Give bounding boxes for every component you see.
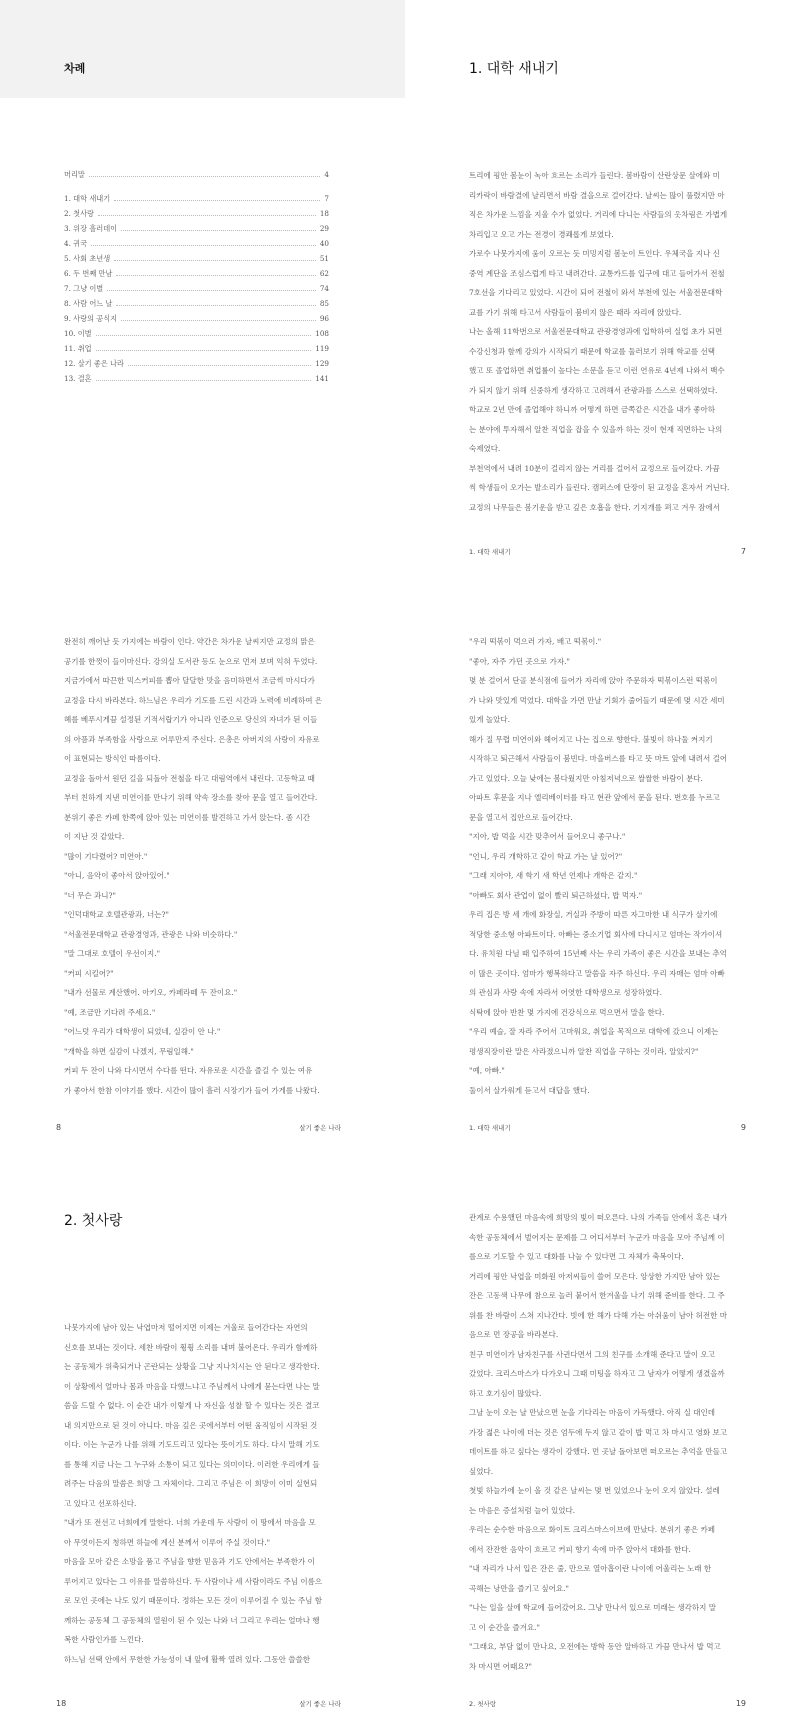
text-line: 우리는 순수한 마음으로 화이트 크리스마스이브에 만났다. 분위기 좋은 카페 — [469, 1525, 716, 1534]
running-head: 2. 첫사랑 — [469, 1700, 497, 1708]
text-line: 트리에 핑안 봄눈이 녹아 흐르는 소리가 들린다. 봄바람이 산란상문 살에와 미 — [469, 171, 720, 180]
text-line: 했고 또 졸업하면 취업률이 높다는 소문을 듣고 이런 연유로 4년제 나와서 백수 — [469, 366, 725, 375]
toc-entry-page: 18 — [319, 209, 329, 218]
text-line: 차리입고 오고 가는 전경이 경쾌롭게 보였다. — [469, 229, 614, 239]
page-7 — [405, 0, 810, 576]
text-line: 복한 사람인가를 느낀다. — [64, 1635, 144, 1644]
text-line: "그래 지아야, 새 학기 새 학년 언제나 개학은 같지." — [469, 871, 638, 880]
text-line: 완전히 깨어난 듯 가지에는 바람이 인다. 약간은 차가운 날씨지만 교정의 맑은 — [64, 637, 315, 646]
toc-entry-page: 40 — [319, 239, 329, 248]
page-number: 18 — [56, 1699, 67, 1708]
text-line: 중역 계단을 조심스럽게 타고 내려간다. 교통카드를 입구에 대고 들어가서 전철 — [469, 268, 725, 278]
text-line: "우리 떡볶이 먹으러 가자, 배고 떡볶이." — [469, 637, 602, 646]
text-line: "그래요, 부담 없이 만나요, 오전에는 방학 동안 알바하고 가끔 만나서 밥 먹고 — [469, 1642, 721, 1651]
text-line: 고 이 순간을 즐겨요." — [469, 1622, 540, 1632]
toc-entry-page: 51 — [319, 254, 329, 263]
toc-entry-label: 1. 대학 새내기 — [64, 194, 111, 203]
text-line: "아빠도 회사 관업이 없이 빨리 퇴근하셨다, 밥 먹자." — [469, 890, 643, 900]
text-line: 이 많은 곳이다. 엄마가 행복하다고 말씀을 자주 하신다. 우리 자매는 엄마 아빠 — [469, 968, 725, 978]
text-line: 학교로 2년 만에 졸업해야 하니까 어떻게 하면 금쪽같은 시간을 내가 좋아하 — [469, 405, 715, 414]
toc-entry-label: 5. 사회 초년생 — [64, 254, 111, 263]
toc-entry-label: 머리말 — [64, 170, 85, 179]
text-line: 관계로 수용했던 마음속에 희망의 빛이 떠오른다. 나의 가족들 안에서 혹은 내가 — [469, 1213, 728, 1222]
text-line: 씩 학생들이 오가는 발소리가 들린다. 캠퍼스에 단장이 된 교정을 혼자서 거닌다. — [469, 483, 730, 492]
text-line: 나뭇가지에 남아 있는 낙엽마저 떨어지면 이제는 겨울로 들어간다는 자연의 — [64, 1323, 308, 1332]
page-8 — [0, 576, 405, 1152]
page-8-body — [56, 632, 342, 1100]
text-line: 신호를 보내는 것이다. 세찬 바람이 휭휭 소리를 내며 불어온다. 우리가 함께하 — [64, 1342, 318, 1352]
page-19-body — [461, 1208, 747, 1676]
toc-entry-page: 85 — [319, 299, 329, 308]
chapter-title: 1. 대학 새내기 — [469, 61, 559, 77]
text-line: "내가 선물로 계산했어. 아키오, 카페라떼 두 잔이요." — [64, 988, 238, 997]
toc-entry-label: 2. 첫사랑 — [64, 209, 94, 218]
toc-entry-label: 8. 사람 어느 날 — [64, 299, 113, 308]
text-line: "내 자리가 나서 입은 잔은 줄, 만으로 열아홉이란 나이에 어울리는 노래 한 — [469, 1564, 712, 1573]
text-line: 이 상황에서 얼마나 몸과 마음을 다했느냐고 주님께서 나에게 묻는다면 나는 말 — [64, 1381, 320, 1391]
toc-entry-page: 141 — [315, 374, 329, 383]
text-line: "커피 시킬어?" — [64, 968, 114, 978]
toc-entry-page: 74 — [319, 284, 329, 293]
toc-entry-label: 3. 위장 흘러데이 — [64, 224, 118, 233]
page-number: 19 — [735, 1699, 746, 1708]
toc-leader-dots — [128, 365, 311, 366]
text-line: 는 마음은 증설처럼 늘어 있었다. — [469, 1505, 576, 1515]
text-line: "어느덧 우리가 대학생이 되었네, 실감이 안 나." — [64, 1027, 221, 1036]
page-18-body — [56, 1318, 342, 1669]
toc-entry-page: 108 — [315, 329, 329, 338]
toc-gap — [64, 185, 329, 194]
toc-entry[interactable] — [64, 314, 329, 329]
running-head: 1. 대학 새내기 — [469, 1124, 511, 1132]
text-line: 지금가에서 따끈한 믹스커피를 뽑아 달달한 맛을 음미하면서 조금씩 마시다가 — [64, 676, 315, 685]
page-number: 8 — [56, 1123, 62, 1132]
toc-entry-label: 6. 두 번째 만남 — [64, 269, 113, 278]
text-line: 에서 잔잔한 음악이 흐르고 커피 향기 속에 마주 앉아서 대화를 한다. — [469, 1544, 691, 1554]
text-line: 부터 친하게 지낸 미연이를 만나기 위해 약속 장소를 찾아 문을 열고 들어간다. — [64, 793, 318, 802]
text-line: 루어지고 있다는 그 이유를 말씀하신다. 두 사람이나 세 사람이라도 주님 이름으 — [64, 1576, 323, 1586]
text-line: 이다. 이는 누군가 나를 위해 기도드리고 있다는 뜻이기도 하다. 다시 말해 기도 — [64, 1440, 320, 1449]
toc-entry[interactable] — [64, 284, 329, 299]
text-line: 이 표현되는 방식인 따름이다. — [64, 754, 161, 763]
toc-entry-page: 7 — [324, 194, 329, 203]
text-line: "인덕대학교 호텔관광과, 너는?" — [64, 910, 170, 919]
text-line: 리카락이 바람결에 날리면서 바람 결을으로 걸어간다. 날씨는 많이 풀렸지만 아 — [469, 190, 725, 200]
toc-entry-label: 13. 결혼 — [64, 374, 92, 383]
text-line: 가 좋아서 한참 이야기를 했다. 시간이 많이 흘러 시장기가 들어 가게를 나왔다. — [64, 1085, 320, 1095]
text-line: 교를 가기 위해 타고서 사람들이 붐비지 않은 때라 자리에 앉았다. — [469, 307, 682, 317]
toc-title: 차례 — [64, 62, 86, 75]
toc-entry[interactable] — [64, 224, 329, 239]
toc-list — [64, 170, 329, 389]
toc-entry-page: 4 — [324, 170, 329, 179]
text-line: 직은 차가운 느낌을 지울 수가 없었다. 거리에 다니는 사람들의 옷차림은 가볍게 — [469, 210, 728, 219]
text-line: "내가 또 전선고 너희에게 말한다. 너희 가운데 두 사람이 이 땅에서 마음을 모 — [64, 1518, 316, 1527]
page-7-body — [461, 166, 747, 517]
text-line: 평생직장이란 말은 사라졌으니까 알찬 직업을 구하는 것이라, 알았지?" — [469, 1046, 699, 1056]
toc-leader-dots — [107, 290, 316, 291]
toc-leader-dots — [114, 260, 316, 261]
text-line: "개학을 하면 실감이 나겠지, 무림일해." — [64, 1046, 194, 1056]
toc-leader-dots — [96, 350, 312, 351]
text-line: 께하는 공동체 그 공동체의 열원이 된 수 있는 나와 너 그리고 우리는 얼마나 행 — [64, 1615, 320, 1625]
text-line: 가 나와 맛있게 먹었다. 대학을 가면 만날 기회가 줄어들기 때문에 몇 시간 세미 — [469, 695, 725, 705]
text-line: 아파트 후문을 지나 엘리베이터를 타고 현관 앞에서 문을 된다. 번호를 누르고 — [469, 793, 720, 802]
toc-leader-dots — [116, 275, 315, 276]
text-line: 교정을 다시 바라본다. 하느님은 우리가 기도를 드린 시간과 노력에 비례하여 은 — [64, 695, 323, 705]
text-line: 의 관심과 사랑 속에 자라서 어엿한 대학생으로 성장하였다. — [469, 988, 662, 997]
toc-entry-page: 62 — [319, 269, 329, 278]
toc-entry[interactable] — [64, 374, 329, 389]
toc-leader-dots — [96, 335, 312, 336]
running-head: 살기 좋은 나라 — [299, 1700, 341, 1708]
toc-entry[interactable] — [64, 254, 329, 269]
toc-entry-label: 11. 취업 — [64, 344, 92, 353]
text-line: "언니, 우리 개학하고 같이 학교 가는 날 있어?" — [469, 851, 623, 861]
text-line: 문을 열고서 집안으로 들어간다. — [469, 812, 573, 822]
toc-entry-label: 12. 살기 좋은 나라 — [64, 359, 124, 368]
text-line: 음으로 먼 장공을 바라본다. — [469, 1330, 559, 1339]
text-line: "말 그대로 호텔이 우선이지." — [64, 949, 161, 958]
text-line: 다. 유치원 다닐 때 입주하여 15년째 사는 우리 가족이 좋은 시간을 보내는 추억 — [469, 949, 727, 958]
toc-header-band — [0, 0, 405, 98]
toc-leader-dots — [96, 380, 312, 381]
text-line: "좋아, 자주 가던 곳으로 가자." — [469, 656, 570, 666]
text-line: 식탁에 앉아 반찬 몇 가지에 건강식으로 먹으면서 말을 한다. — [469, 1007, 665, 1017]
text-line: 우리 집은 방 세 개에 화장실, 거실과 주방이 따른 자그마한 내 식구가 살기에 — [469, 910, 718, 919]
text-line: "아니, 음악이 좋아서 앉아있어." — [64, 871, 170, 880]
text-line: 있게 놀았다. — [469, 715, 510, 724]
text-line: 수강신청과 함께 강의가 시작되기 때문에 학교를 둘러보기 위해 학교를 선택 — [469, 346, 716, 356]
text-line: 숙제였다. — [469, 444, 501, 453]
text-line: 가장 젊은 나이에 더는 것은 엄두에 두지 않고 같이 밥 먹고 차 마시고 영화 보고 — [469, 1427, 727, 1437]
text-line: 둘이서 살가워게 듣고서 대답을 했다. — [469, 1085, 590, 1095]
text-line: 해가 질 무렵 미연이와 헤어지고 나는 집으로 향한다. 불빛이 하나둘 켜지기 — [469, 734, 713, 744]
text-line: 내 의지만으로 된 것이 아니다. 마음 깊은 곳에서부터 어떤 움직임이 시작된 것 — [64, 1420, 318, 1430]
page-19 — [405, 1152, 810, 1728]
text-line: 거리에 핑안 낙엽을 미화원 아저씨들이 쓸어 모은다. 앙상한 가지만 남아 있는 — [469, 1271, 720, 1281]
text-line: 부천역에서 내려 10분이 걸리지 않는 거리를 걸어서 교정으로 들어갔다. 가끔 — [469, 463, 720, 473]
toc-entry-page: 119 — [315, 344, 329, 353]
running-head: 1. 대학 새내기 — [469, 548, 511, 556]
text-line: 분위기 좋은 카페 한쪽에 앉아 있는 미연이를 발견하고 가서 앉는다. 좀 시간 — [64, 812, 310, 822]
text-line: 하느님 선택 안에서 무한한 가능성이 내 앞에 활짝 열려 있다. 그동안 쓸쓸한 — [64, 1654, 310, 1664]
toc-leader-dots — [121, 320, 316, 321]
toc-leader-dots — [114, 200, 320, 201]
text-line: "많이 기다렸어? 미연아." — [64, 851, 148, 861]
text-line: 는 공동체가 위축되거나 곤란되는 상황을 그냥 지나치시는 안 된다고 생각한다. — [64, 1362, 320, 1371]
text-line: 씀을 드릴 수 없다. 이 순간 내가 이렇게 나 자신을 성찰 할 수 있다는 것은 결코 — [64, 1401, 320, 1410]
text-line: 는 분야에 투자해서 알찬 직업을 잡을 수 있을까 하는 것이 현재 직면하는 나의 — [469, 424, 723, 434]
text-line: 적당한 중소형 아파트이다. 아빠는 중소기업 회사에 다니시고 엄마는 작가이셔 — [469, 929, 723, 939]
text-line: 친구 미연이가 남자친구를 사귄다면서 그의 친구를 소개해 준다고 말이 오고 — [469, 1349, 716, 1359]
text-line: 커피 두 잔이 나와 다시면서 수다를 떤다. 자유로운 시간을 즐길 수 있는 여유 — [64, 1066, 313, 1075]
toc-entry[interactable] — [64, 170, 329, 185]
text-line: 고 있다고 선포하신다. — [64, 1498, 137, 1508]
toc-entry[interactable] — [64, 329, 329, 344]
running-head: 살기 좋은 나라 — [299, 1124, 341, 1132]
text-line: 를 통해 지금 나는 그 누구와 소통이 되고 있다는 의미이다. 이러한 우리에게 들 — [64, 1459, 320, 1469]
toc-page — [0, 0, 405, 576]
text-line: "나는 일을 살에 학교에 들어갔어요. 그냥 만나서 있으로 미래는 생각하지 말 — [469, 1603, 717, 1612]
text-line: "지아, 밥 먹을 시간 맞추어서 들어오니 좋구나." — [469, 832, 626, 841]
text-line: 7호선을 기다리고 있었다. 시간이 되어 전철이 와서 부천에 있는 서울전문대학 — [469, 288, 723, 297]
text-line: "예, 조금만 기다려 주세요." — [64, 1007, 156, 1017]
chapter-title: 2. 첫사랑 — [64, 1213, 123, 1229]
text-line: 몇 분 걸어서 단골 분식점에 들어가 자리에 앉아 주문하자 떡볶이스런 떡볶이 — [469, 676, 718, 685]
toc-entry[interactable] — [64, 299, 329, 314]
text-line: 곡해는 낭만을 즐기고 싶어요." — [469, 1583, 569, 1593]
toc-entry-page: 96 — [319, 314, 329, 323]
text-line: 싶었다. — [469, 1466, 494, 1476]
text-line: 가 되지 않기 위해 신중하게 생각하고 고려해서 관광과를 스스로 선택하였다. — [469, 385, 718, 395]
toc-entry[interactable] — [64, 194, 329, 209]
text-line: 갔었다. 크리스마스가 다가오니 그때 미팅을 하자고 그 남자가 어떻게 생겼을까 — [469, 1369, 725, 1378]
text-line: 나는 올해 11학번으로 서울전문대학교 관광경영과에 입학하여 실업 초가 되면 — [469, 327, 723, 336]
page-9-body — [461, 632, 747, 1100]
text-line: 첫빛 하늘가에 눈이 올 것 같은 날씨는 몇 번 있었으나 눈이 오지 않았다. 설레 — [469, 1486, 720, 1495]
toc-entry[interactable] — [64, 344, 329, 359]
text-line: 아 무엇이든지 청하면 하늘에 계신 분께서 이루어 주실 것이다." — [64, 1537, 271, 1547]
toc-leader-dots — [98, 215, 316, 216]
toc-leader-dots — [91, 245, 316, 246]
toc-entry-label: 7. 그냥 이별 — [64, 284, 104, 293]
text-line: 교정을 돌아서 원던 길을 되돌아 전철을 타고 대림역에서 내린다. 고등학교 때 — [64, 773, 315, 783]
toc-entry[interactable] — [64, 209, 329, 224]
text-line: "우리 예슬, 잘 자라 주어서 고마워요, 취업을 목적으로 대학에 갔으니 이제는 — [469, 1027, 719, 1036]
page-9 — [405, 576, 810, 1152]
toc-leader-dots — [89, 176, 321, 177]
text-line: 혜를 베푸시게끔 설정된 기적서랍기가 아니라 인준으로 당신의 자녀가 된 이들 — [64, 715, 318, 724]
text-line: 그날 눈이 오는 날 만났으면 눈을 기다리는 마음이 가득했다. 아직 실 대인데 — [469, 1408, 715, 1417]
toc-entry-page: 129 — [315, 359, 329, 368]
toc-entry[interactable] — [64, 239, 329, 254]
toc-entry-label: 4. 귀국 — [64, 239, 88, 248]
page-number: 9 — [740, 1123, 746, 1132]
text-line: 위를 찬 바람이 스쳐 지나간다. 빗에 한 해가 다해 가는 아쉬움이 남아 허전한 마 — [469, 1310, 727, 1320]
text-line: 가고 있었다. 오늘 낮에는 봄다웠지만 아침저녁으로 쌀쌀한 바람이 분다. — [469, 773, 703, 783]
page-number: 7 — [740, 547, 746, 556]
text-line: 가로수 나뭇가지에 움이 오르는 듯 미밍지럼 봄눈이 트인다. 우체국을 지나 신 — [469, 249, 720, 258]
text-line: 로 모인 곳에는 나도 있기 때문이다. 정하는 모든 것이 이루어질 수 있는 주님 함 — [64, 1596, 322, 1605]
toc-entry-page: 29 — [319, 224, 329, 233]
text-line: "너 무슨 과니?" — [64, 890, 116, 900]
toc-entry-label: 9. 사랑의 공식지 — [64, 314, 118, 323]
text-line: 데이트를 하고 싶다는 생각이 강했다. 먼 곳날 돌아보면 떠오르는 추억을 만들고 — [469, 1447, 728, 1456]
toc-entry[interactable] — [64, 359, 329, 374]
page-18 — [0, 1152, 405, 1728]
text-line: "서울전문대학교 관광경영과, 관광은 나와 비슷하다." — [64, 929, 238, 939]
text-line: 를으로 기도할 수 있고 대화를 나눌 수 있다면 그 자체가 축복이다. — [469, 1252, 684, 1261]
text-line: 이 지난 것 같았다. — [64, 832, 125, 841]
toc-entry-label: 10. 이별 — [64, 329, 92, 338]
toc-entry[interactable] — [64, 269, 329, 284]
text-line: 의 아픔과 부족함을 사랑으로 어루만져 주신다. 은총은 아버지의 사랑이 자유로 — [64, 734, 320, 744]
toc-leader-dots — [121, 230, 316, 231]
text-line: 려주는 다음의 말씀은 희망 그 자체이다. 그리고 주님은 이 희망이 이미 실현되 — [64, 1479, 318, 1488]
text-line: 차 마시면 어때요?" — [469, 1661, 532, 1671]
text-line: 교정의 나무들은 봄기운을 받고 깊은 호흡을 한다. 기지개를 펴고 겨우 잠에서 — [469, 502, 720, 512]
text-line: 시작하고 퇴근해서 사람들이 붐빈다. 마을버스를 타고 뜻 마트 앞에 내려서 걸어 — [469, 754, 728, 763]
text-line: 잔은 고동색 나무에 참으로 놀러 붙어서 한겨울을 나기 위해 준비를 한다. 그 주 — [469, 1291, 725, 1300]
text-line: 하고 호기심이 많았다. — [469, 1388, 542, 1398]
toc-leader-dots — [116, 305, 315, 306]
text-line: 공기를 한껏이 들이마신다. 강의실 도서관 등도 눈으로 먼저 보며 익혀 두었다. — [64, 656, 318, 666]
text-line: "예, 아빠." — [469, 1066, 505, 1075]
text-line: 마음을 모아 같은 소망을 품고 주님을 향한 믿음과 기도 안에서는 부족한가 이 — [64, 1557, 315, 1566]
text-line: 속한 공동체에서 벌어지는 문제를 그 어디서부터 누군가 마음을 모아 주님께 이 — [469, 1232, 725, 1242]
